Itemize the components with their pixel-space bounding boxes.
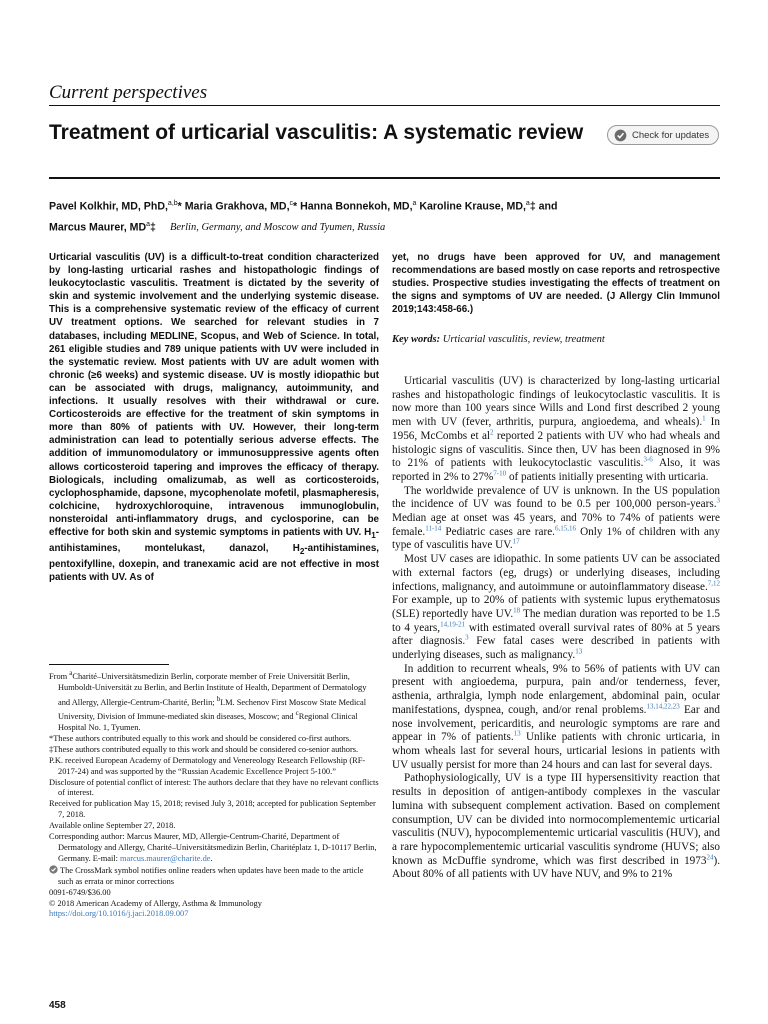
paragraph	[392, 485, 720, 554]
co-senior-note: ‡These authors contributed equally to this work and should be considered co-senior authors.	[49, 744, 359, 754]
co-first-note: *These authors contributed equally to this work and should be considered co-first authors.	[49, 733, 352, 743]
text: I.M. Sechenov First Moscow State Medical University, Division of Immune-mediated skin diseases, Moscow; and	[58, 697, 367, 722]
citation-link[interactable]: 24	[706, 852, 714, 861]
abstract-column-2: yet, no drugs have been approved for UV, and management recommendations are based mostly on case reports and retrospective studies. Prospective studies investigating the effects of treatment on the signs and symptoms of UV are needed. (J Allergy Clin Immunol 2019;143:458-66.)	[392, 252, 720, 316]
funding-note: P.K. received European Academy of Dermatology and Venereology Research Fellowship (RF-2017-24) and was supported by the “Russian Academic Excellence Project 5-100.”	[49, 755, 366, 776]
paragraph	[392, 663, 720, 773]
abstract-text: -antihistamines, montelukast, danazol, H	[49, 526, 379, 555]
citation-link[interactable]: 18	[513, 606, 521, 615]
citation-link[interactable]: 13	[575, 647, 583, 656]
citation-link[interactable]: 1	[702, 414, 706, 423]
text: Charité–Universitätsmedizin Berlin, corporate member of Freie Universität Berlin, Humboldt-Universität zu Berlin, and Berlin Institute of Health, Department of Dermatology and Allergy, Allergie-Centrum-Charité, Berlin;	[58, 671, 367, 707]
citation-link[interactable]: 7-10	[493, 469, 507, 478]
check-for-updates-button[interactable]	[607, 125, 719, 145]
citation-link[interactable]: 3-6	[643, 455, 653, 464]
text: Ear and nose involvement, pericarditis, and neurologic symptoms are rare and appear in 7% of patients.	[392, 703, 720, 744]
text: Pathophysiologically, UV is a type III hypersensitivity reaction that results in deposition of antigen-antibody complexes in the vascular lumina with subsequent complement activation. Based on complement consumption, UV can be divided into normocomplementemic urticarial vasculitis (NUV), hypocomplementemic urticarial vasculitis (HUV), and a rare hypocomplementemic urticarial vasculitis syndrome (HUVS; also known as McDuffie syndrome, which was first described in 1973	[392, 772, 720, 867]
issn-note: 0091-6749/$36.00	[49, 887, 111, 897]
author-senior-mark: ‡	[150, 221, 156, 234]
title-rule	[49, 177, 720, 179]
received-note: Received for publication May 15, 2018; revised July 3, 2018; accepted for publication September 7, 2018.	[49, 799, 376, 820]
article-title: Treatment of urticarial vasculitis: A systematic review	[49, 121, 584, 144]
author-maurer: Marcus Maurer, MD	[49, 221, 147, 234]
author-line-1	[49, 195, 720, 216]
text: In addition to recurrent wheals, 9% to 56% of patients with UV can present with angioedema, purpura, pain and/or tenderness, fever, asthenia, arthralgia, lymph node enlargement, abdominal pain, ocular manifestations, dyspnea, cough, and/or renal problems.	[392, 662, 720, 716]
text: Few fatal cases were described in patients with underlying diseases, such as malignancy.	[392, 635, 720, 662]
paragraph	[392, 375, 720, 485]
author-kolkhir: Pavel Kolkhir, MD, PhD,	[49, 200, 168, 213]
text: of patients initially presenting with urticaria.	[506, 470, 709, 483]
disclosure-note: Disclosure of potential conflict of interest: The authors declare that they have no relevant conflicts of interest.	[49, 777, 379, 798]
email-link[interactable]: marcus.maurer@charite.de	[120, 853, 211, 863]
text: ). About 80% of all patients with UV have NUV, and 9% to 21%	[392, 854, 720, 881]
text: .	[210, 853, 213, 863]
text: with estimated overall survival rates of 80% at 5 years after diagnosis.	[392, 621, 720, 648]
affil-sup: a	[412, 200, 417, 207]
text: Corresponding author: Marcus Maurer, MD, Allergie-Centrum-Charité, Department of Dermatology and Allergy, Charité–Universitätsmedizin Berlin, Charitéplatz 1, D-10117 Berlin, Germany. E-mail:	[49, 832, 377, 863]
author-krause: Karoline Krause, MD,	[416, 200, 526, 213]
crossmark-icon	[614, 129, 627, 142]
page-number: 458	[49, 1000, 66, 1011]
subscript: 1	[371, 530, 376, 540]
author-grakhova: * Maria Grakhova, MD,	[177, 200, 290, 213]
citation-link[interactable]: 13	[513, 729, 521, 738]
text: In 1956, McCombs et al	[392, 416, 720, 442]
footnotes	[49, 668, 379, 920]
citation-link[interactable]: 14,19-21	[440, 619, 466, 628]
citation-link[interactable]: 3	[716, 496, 720, 505]
citation-link[interactable]: 11-14	[425, 524, 442, 532]
section-label: Current perspectives	[49, 82, 208, 103]
citation-link[interactable]: 6,15,16	[554, 524, 576, 532]
affil-sup: a	[146, 220, 151, 228]
text: The median duration was reported to be 1.5 to 4 years,	[392, 607, 720, 634]
abstract-column-1	[49, 251, 379, 584]
text: Unlike patients with chronic urticaria, in whom wheals last for several hours, urticarial lesions in patients with UV usually persist for more than 24 hours and can last for several days.	[392, 731, 720, 771]
footnote-rule	[49, 664, 169, 665]
text: From	[49, 671, 70, 681]
copyright-note: © 2018 American Academy of Allergy, Asthma & Immunology	[49, 898, 262, 908]
text: Also, it was reported in 2% to 27%	[392, 457, 720, 483]
crossmark-icon	[49, 865, 58, 874]
text: Regional Clinical Hospital No. 1, Tyumen.	[58, 712, 358, 733]
text: Only 1% of children with any type of vasculitis have UV.	[392, 525, 720, 552]
affil-sup: a	[69, 669, 73, 677]
affil-sup: c	[295, 709, 299, 718]
doi-link[interactable]: https://doi.org/10.1016/j.jaci.2018.09.007	[49, 909, 189, 919]
citation-link[interactable]: 2	[490, 428, 494, 437]
subscript: 2	[299, 546, 305, 556]
author-list	[49, 195, 720, 237]
text: The worldwide prevalence of UV is unknown. In the US population the incidence of UV was found to be 0.5 per 100,000 person-years.	[392, 484, 720, 511]
corresponding-note	[49, 832, 379, 865]
keywords-value: Urticarial vasculitis, review, treatment	[442, 334, 605, 345]
affil-sup: c	[289, 200, 294, 207]
author-connector: ‡ and	[529, 200, 558, 213]
body-text	[392, 375, 720, 882]
header-rule	[49, 105, 720, 106]
paragraph	[392, 772, 720, 882]
citation-link[interactable]: 17	[512, 537, 520, 546]
check-for-updates-label: Check for updates	[632, 129, 710, 141]
author-line-2	[49, 216, 720, 238]
paragraph	[392, 553, 720, 663]
abstract-text: -antihistamines, pentoxifylline, doxepin, and tranexamic acid are not effective in most patients with UV. As of	[49, 543, 379, 584]
author-location: Berlin, Germany, and Moscow and Tyumen, Russia	[169, 222, 386, 234]
text: Median age at onset was 45 years, and 70% to 74% of patients were female.	[392, 512, 720, 538]
text: The CrossMark symbol notifies online readers when updates have been made to the article such as errata or minor corrections	[58, 865, 364, 886]
affil-sup: b	[216, 694, 221, 703]
text: Urticarial vasculitis (UV) is characterized by long-lasting urticarial rashes and histopathologic findings of leukocytoclastic vasculitis. It is now more than 100 years since Wills and Lond first described 2 young men with UV (fever, arthritis, purpura, angioedema, and wheals).	[392, 375, 720, 429]
crossmark-note	[49, 865, 379, 888]
author-bonnekoh: * Hanna Bonnekoh, MD,	[293, 200, 413, 213]
text: Pediatric cases are rare.	[441, 525, 555, 538]
affiliations-note	[49, 668, 379, 734]
affil-sup: a	[525, 200, 530, 207]
keywords	[392, 334, 605, 345]
text: reported 2 patients with UV who had wheals and histologic signs of vasculitis. Since then, UV has been diagnosed in 9% to 21% of patients with leukocytoclastic vasculitis.	[392, 429, 720, 470]
keywords-label: Key words:	[392, 334, 441, 345]
online-note: Available online September 27, 2018.	[49, 821, 176, 831]
citation-link[interactable]: 3	[465, 633, 469, 642]
citation-link[interactable]: 7,12	[707, 578, 720, 587]
affil-sup: a,b	[167, 200, 178, 207]
text: For example, up to 20% of patients with systemic lupus erythematosus (SLE) reportedly have UV.	[392, 594, 720, 620]
text: Most UV cases are idiopathic. In some patients UV can be associated with external factors (eg, drugs) or underlying diseases, including infections, malignancy, and autoimmune or autoinflammatory disease.	[392, 553, 720, 593]
abstract-text: Urticarial vasculitis (UV) is a difficult-to-treat condition characterized by long-lasting urticarial rashes and histopathologic findings of leukocytoclastic vasculitis. Treatment is dictated by the severity of skin and systemic involvement and the underlying systemic disease. This is a comprehensive systematic review of the efficacy of current UV treatment options. We searched for relevant studies in 7 databases, including MEDLINE, Scopus, and Web of Science. In total, 261 eligible studies and 789 unique patients with UV were included in the systematic review. Most patients with UV are adult women with chronic (≥6 weeks) and systemic disease. UV is mostly idiopathic but can be associated with drugs, malignancy, autoimmunity, and infections. It usually resolves with their withdrawal or cure. Corticosteroids are effective for the treatment of skin symptoms in more than 80% of patients with UV. However, their long-term administration can lead to potentially serious adverse effects. The addition of immunomodulatory or immunosuppressive agents often allows corticosteroid tapering and improves the efficacy of therapy. Biologicals, including omalizumab, as well as corticosteroids, cyclophosphamide, dapsone, mycophenolate mofetil, plasmapheresis, colchicine, hydroxychloroquine, intravenous immunoglobulin, nonsteroidal anti-inflammatory drugs, and cyclosporine, can be effective for both skin and systemic symptoms in patients with UV. H	[49, 252, 379, 538]
citation-link[interactable]: 13,14,22,23	[646, 702, 680, 711]
